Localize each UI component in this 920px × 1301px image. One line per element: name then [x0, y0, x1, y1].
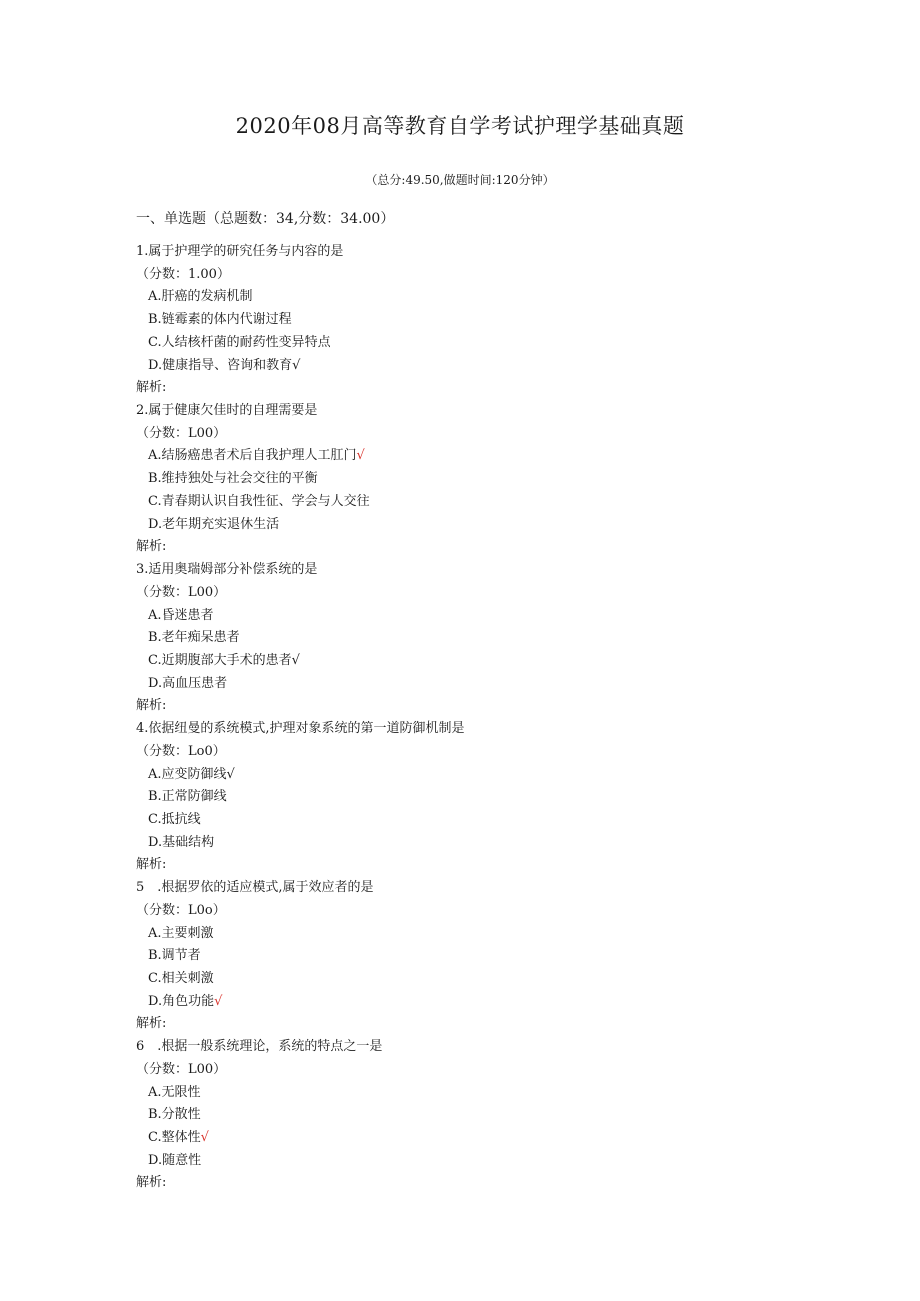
answer-option-text: B.调节者 — [148, 948, 201, 964]
answer-option — [136, 786, 816, 809]
analysis-label: 解析: — [136, 1016, 167, 1032]
answer-option — [136, 991, 816, 1014]
answer-option — [136, 514, 816, 537]
answer-option — [136, 445, 816, 468]
correct-answer-check-icon: √ — [200, 1130, 209, 1146]
answer-option-text: C.近期腹部大手术的患者 — [148, 652, 292, 668]
question-score: （分数：L00） — [136, 1061, 227, 1077]
answer-option — [136, 809, 816, 832]
question-stem: 3.适用奥瑞姆部分补偿系统的是 — [136, 562, 318, 578]
section-heading: 一、单选题（总题数：34,分数：34.00） — [136, 211, 395, 227]
answer-option — [136, 605, 816, 628]
answer-option-text: A.昏迷患者 — [148, 607, 214, 623]
answer-option-text: C.相关刺激 — [148, 971, 214, 986]
answer-option-text: D.健康指导、咨询和教育 — [148, 357, 293, 373]
question-stem: 6 .根据一般系统理论，系统的特点之一是 — [136, 1039, 383, 1055]
answer-option — [136, 355, 816, 378]
analysis-label: 解析: — [136, 1175, 167, 1191]
answer-option — [136, 923, 816, 946]
answer-option — [136, 968, 816, 991]
correct-answer-check-icon: √ — [356, 448, 365, 464]
answer-option — [136, 945, 816, 968]
question-item — [136, 1036, 816, 1195]
answer-option — [136, 627, 816, 650]
answer-option — [136, 764, 816, 787]
answer-option — [136, 1127, 816, 1150]
analysis-label: 解析: — [136, 539, 167, 555]
correct-answer-check-icon: √ — [214, 993, 223, 1009]
question-item — [136, 877, 816, 1036]
analysis-label: 解析: — [136, 380, 167, 396]
question-item — [136, 400, 816, 559]
question-stem: 2.属于健康欠佳时的自理需要是 — [136, 403, 318, 419]
question-stem: 4.依据纽曼的系统模式,护理对象系统的第一道防御机制是 — [136, 721, 465, 737]
answer-option-text: C.青春期认识自我性征、学会与人交往 — [148, 493, 370, 509]
answer-option-text: D.随意性 — [148, 1152, 202, 1168]
question-score: （分数：L00） — [136, 425, 227, 441]
analysis-label: 解析: — [136, 698, 167, 714]
answer-option-text: A.主要刺激 — [148, 925, 214, 941]
correct-answer-check-icon: √ — [291, 652, 300, 668]
answer-option — [136, 650, 816, 673]
answer-option — [136, 491, 816, 514]
answer-option — [136, 1104, 816, 1127]
answer-option — [136, 286, 816, 309]
answer-option — [136, 1150, 816, 1173]
answer-option-text: D.角色功能 — [148, 993, 215, 1009]
answer-option-text: D.基础结构 — [148, 834, 215, 850]
question-item — [136, 718, 816, 877]
answer-option-text: A.无限性 — [148, 1084, 201, 1100]
answer-option-text: B.老年痴呆患者 — [148, 630, 240, 646]
correct-answer-check-icon: √ — [292, 357, 301, 373]
answer-option — [136, 468, 816, 491]
question-item — [136, 559, 816, 718]
answer-option-text: D.高血压患者 — [148, 675, 228, 691]
answer-option-text: C.人结核杆菌的耐药性变异特点 — [148, 334, 331, 350]
question-score: （分数：L00） — [136, 584, 227, 600]
exam-meta: （总分:49.50,做题时间:120分钟） — [365, 173, 555, 187]
answer-option — [136, 332, 816, 355]
answer-option-text: C.整体性 — [148, 1130, 201, 1146]
answer-option-text: B.正常防御线 — [148, 789, 227, 805]
question-list — [136, 241, 816, 1195]
answer-option — [136, 673, 816, 696]
answer-option-text: A.肝癌的发病机制 — [148, 289, 253, 305]
question-stem: 1.属于护理学的研究任务与内容的是 — [136, 244, 344, 259]
answer-option — [136, 309, 816, 332]
question-item — [136, 241, 816, 400]
answer-option-text: B.链霉素的体内代谢过程 — [148, 312, 292, 328]
question-score: （分数：1.00） — [136, 266, 230, 282]
answer-option-text: B.分散性 — [148, 1107, 201, 1123]
page-title: 2020年08月高等教育自学考试护理学基础真题 — [235, 114, 685, 138]
answer-option-text: B.维持独处与社会交往的平衡 — [148, 471, 318, 487]
answer-option-text: A.应变防御线 — [148, 766, 227, 782]
answer-option-text: C.抵抗线 — [148, 811, 201, 827]
answer-option — [136, 832, 816, 855]
correct-answer-check-icon: √ — [226, 766, 235, 782]
answer-option — [136, 1082, 816, 1105]
question-stem: 5 .根据罗依的适应模式,属于效应者的是 — [136, 880, 374, 896]
answer-option-text: A.结肠癌患者术后自我护理人工肛门 — [148, 448, 357, 464]
question-score: （分数：L0o） — [136, 902, 226, 918]
answer-option-text: D.老年期充实退休生活 — [148, 516, 280, 532]
analysis-label: 解析: — [136, 857, 167, 873]
question-score: （分数：Lo0） — [136, 743, 226, 759]
